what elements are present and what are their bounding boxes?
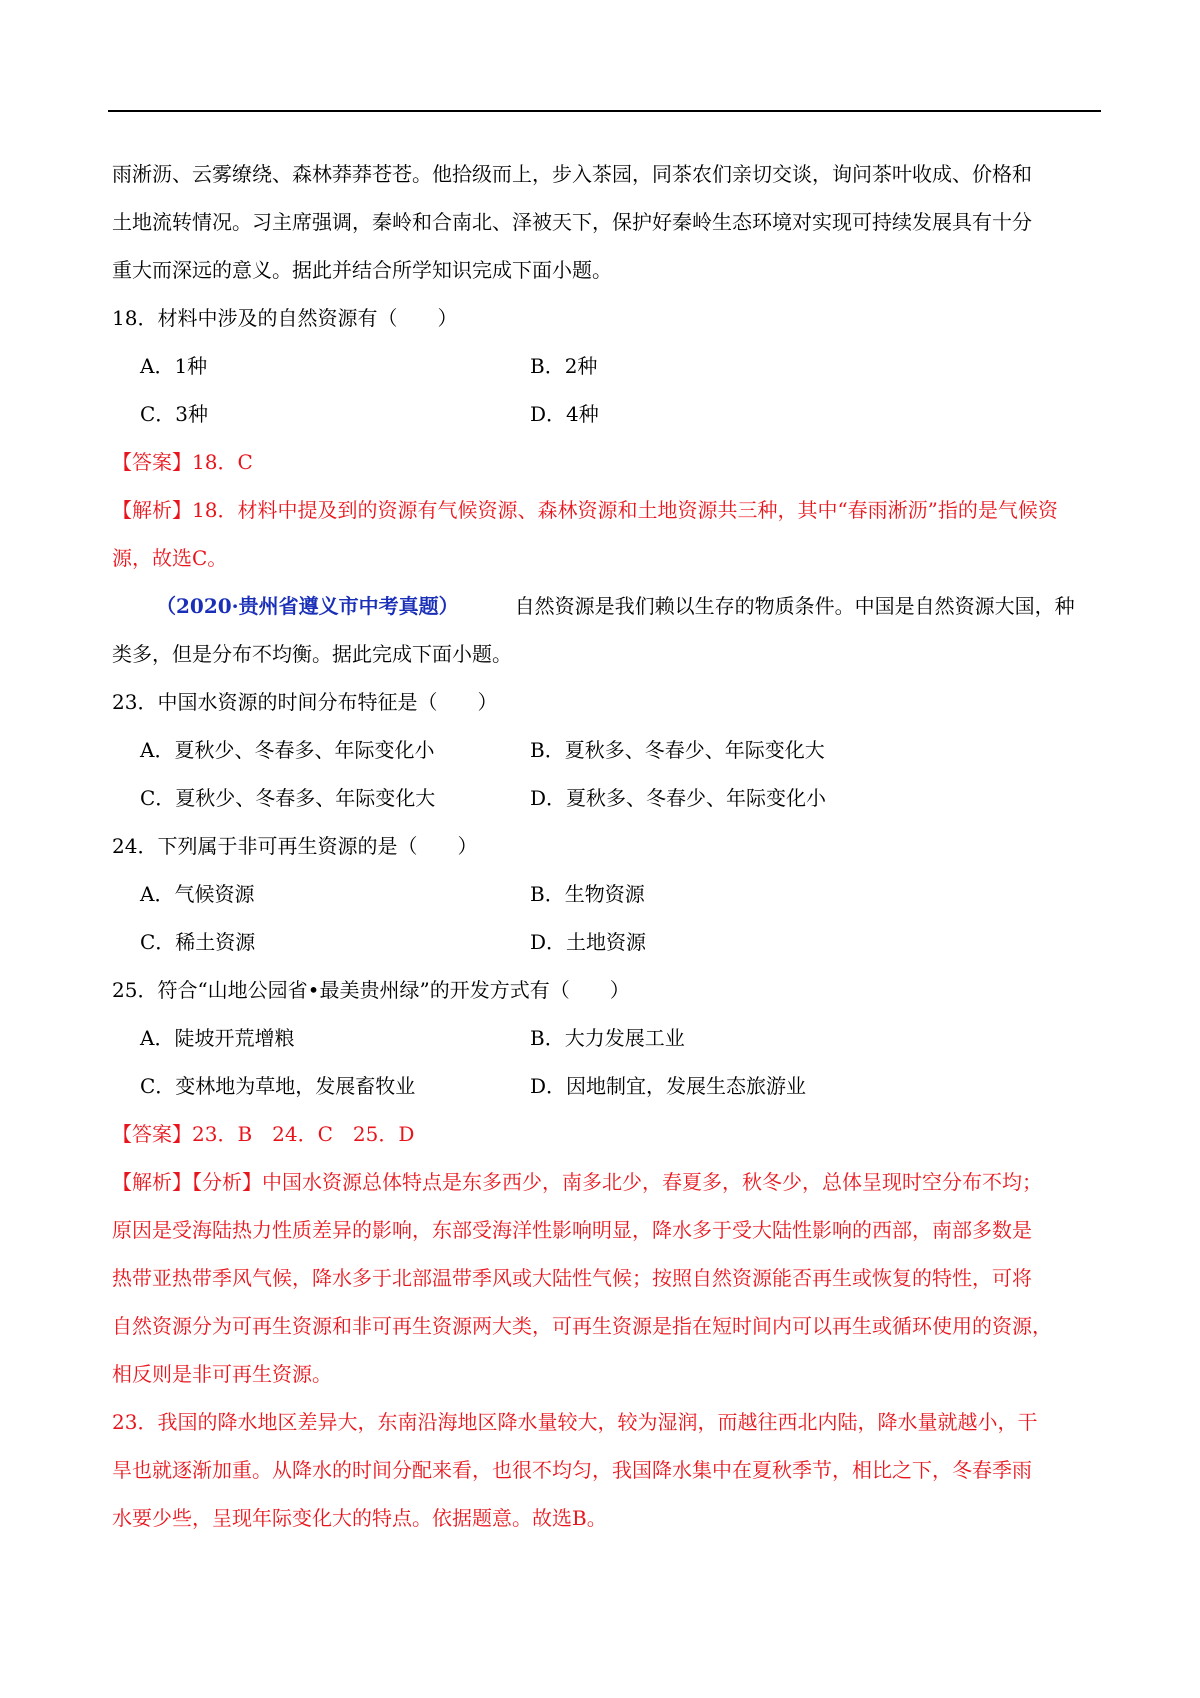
option-b: B．大力发展工业	[530, 1026, 685, 1050]
answer-23-25: 【答案】23．B 24．C 25．D	[112, 1122, 415, 1146]
header-rule	[108, 110, 1101, 112]
question-25-stem: 25．符合“山地公园省•最美贵州绿”的开发方式有（ ）	[112, 978, 630, 1002]
option-d: D．土地资源	[530, 930, 647, 954]
source-line-1	[112, 582, 1102, 630]
document-body	[112, 150, 1102, 1542]
option-d: D．4种	[530, 402, 599, 426]
intro-line-3: 重大而深远的意义。据此并结合所学知识完成下面小题。	[112, 258, 612, 282]
analysis-23-line-1: 23．我国的降水地区差异大，东南沿海地区降水量较大，较为湿润，而越往西北内陆，降水量就越小，干	[112, 1410, 1038, 1434]
question-18-options	[112, 342, 1102, 438]
option-a: A．气候资源	[140, 882, 255, 906]
option-a: A．1种	[140, 354, 208, 378]
analysis-18-line-2: 源，故选C。	[112, 546, 228, 570]
answer-18: 【答案】18．C	[112, 450, 253, 474]
question-23-stem: 23．中国水资源的时间分布特征是（ ）	[112, 690, 498, 714]
option-d: D．夏秋多、冬春少、年际变化小	[530, 786, 827, 810]
source-line-2: 类多，但是分布不均衡。据此完成下面小题。	[112, 642, 512, 666]
source-tag: （2020·贵州省遵义市中考真题）	[156, 594, 459, 618]
analysis-line-2: 原因是受海陆热力性质差异的影响，东部受海洋性影响明显，降水多于受大陆性影响的西部，南部多数是	[112, 1218, 1032, 1242]
intro-line-2: 土地流转情况。习主席强调，秦岭和合南北、泽被天下，保护好秦岭生态环境对实现可持续发展具有十分	[112, 210, 1032, 234]
option-d: D．因地制宜，发展生态旅游业	[530, 1074, 807, 1098]
analysis-18-line-1: 【解析】18．材料中提及到的资源有气候资源、森林资源和土地资源共三种，其中“春雨淅沥”指的是气候资	[112, 498, 1058, 522]
option-a: A．夏秋少、冬春多、年际变化小	[140, 738, 435, 762]
option-c: C．变林地为草地，发展畜牧业	[140, 1074, 416, 1098]
option-c: C．稀土资源	[140, 930, 256, 954]
option-b: B．生物资源	[530, 882, 645, 906]
question-18-stem: 18．材料中涉及的自然资源有（ ）	[112, 306, 458, 330]
question-23-options	[112, 726, 1102, 822]
analysis-23-line-3: 水要少些，呈现年际变化大的特点。依据题意。故选B。	[112, 1506, 607, 1530]
analysis-line-1: 【解析】【分析】中国水资源总体特点是东多西少，南多北少，春夏多，秋冬少，总体呈现时空分布不均；	[112, 1170, 1042, 1194]
question-24-options	[112, 870, 1102, 966]
question-25-options	[112, 1014, 1102, 1110]
analysis-23-line-2: 旱也就逐渐加重。从降水的时间分配来看，也很不均匀，我国降水集中在夏秋季节，相比之下，冬春季雨	[112, 1458, 1032, 1482]
option-a: A．陡坡开荒增粮	[140, 1026, 295, 1050]
source-text-1: 自然资源是我们赖以生存的物质条件。中国是自然资源大国，种	[514, 594, 1075, 618]
analysis-line-4: 自然资源分为可再生资源和非可再生资源两大类，可再生资源是指在短时间内可以再生或循环使用的资源，	[112, 1314, 1052, 1338]
analysis-line-3: 热带亚热带季风气候，降水多于北部温带季风或大陆性气候；按照自然资源能否再生或恢复的特性，可将	[112, 1266, 1032, 1290]
option-c: C．3种	[140, 402, 209, 426]
intro-line-1: 雨淅沥、云雾缭绕、森林莽莽苍苍。他拾级而上，步入茶园，同茶农们亲切交谈，询问茶叶收成、价格和	[112, 162, 1032, 186]
option-b: B．夏秋多、冬春少、年际变化大	[530, 738, 825, 762]
analysis-line-5: 相反则是非可再生资源。	[112, 1362, 332, 1386]
option-c: C．夏秋少、冬春多、年际变化大	[140, 786, 436, 810]
option-b: B．2种	[530, 354, 598, 378]
question-24-stem: 24．下列属于非可再生资源的是（ ）	[112, 834, 478, 858]
